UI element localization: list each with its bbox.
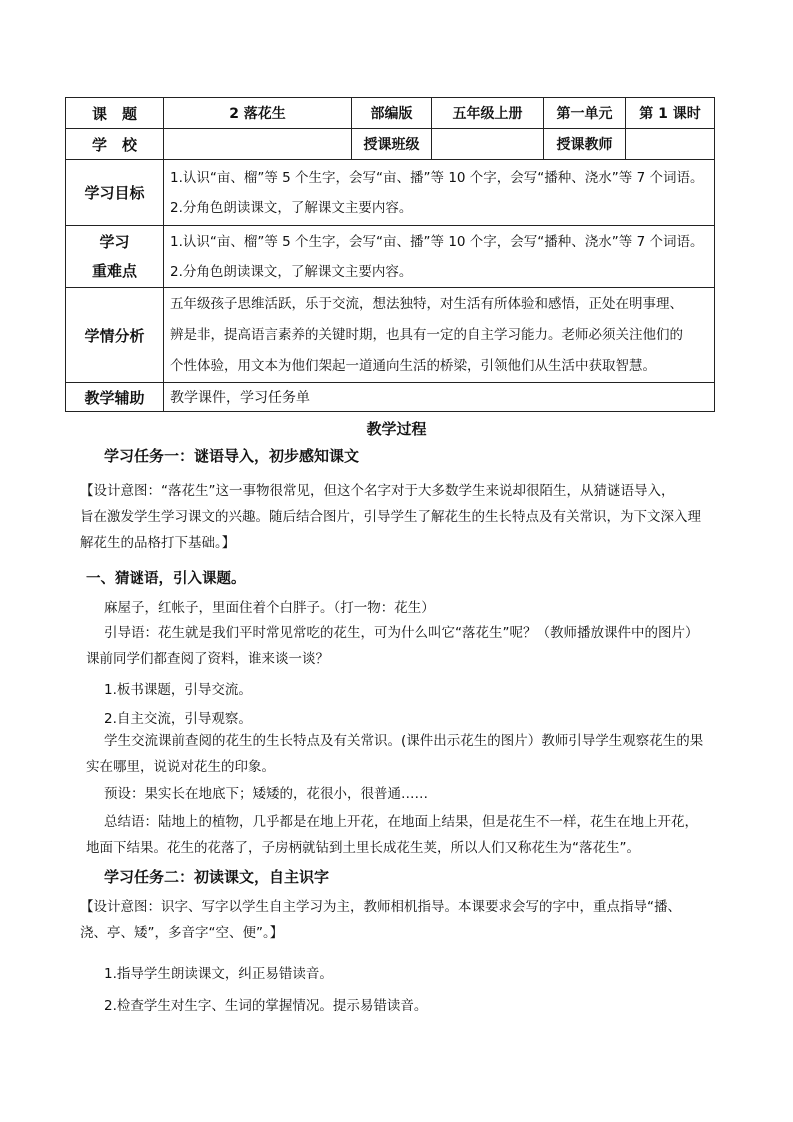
intent-line: 【设计意图：“落花生”这一事物很常见，但这个名字对于大多数学生来说却很陌生，从猜谜语导入， — [80, 483, 675, 499]
edition: 部编版 — [352, 98, 432, 129]
key-points-label-line1: 学习 — [99, 232, 130, 251]
analysis-label: 学情分析 — [66, 288, 164, 383]
preset-text: 预设：果实长在地底下；矮矮的，花很小，很普通…… — [104, 786, 428, 802]
task2-intent — [80, 894, 720, 946]
table-row-key-points — [66, 226, 715, 288]
key-points-label — [66, 226, 164, 288]
goal-line: 1.认识“亩、榴”等 5 个生字，会写“亩、播”等 10 个字，会写“播种、浇水”等 7 个词语。 — [170, 169, 704, 186]
task2-heading: 学习任务二：初读课文，自主识字 — [104, 868, 330, 886]
section-one-heading: 一、猜谜语，引入课题。 — [86, 571, 246, 587]
summary-line: 总结语：陆地上的植物，几乎都是在地上开花，在地面上结果，但是花生不一样，花生在地上开花， — [104, 814, 698, 830]
table-row-aids — [66, 383, 715, 412]
task1-intent — [80, 478, 720, 556]
step-item: 1.板书课题，引导交流。 — [104, 682, 252, 698]
lesson-info-table — [65, 97, 715, 412]
task1-heading: 学习任务一：谜语导入，初步感知课文 — [104, 447, 360, 465]
analysis-line: 个性体验，用文本为他们架起一道通向生活的桥梁，引领他们从生活中获取智慧。 — [170, 357, 656, 374]
goals-label: 学习目标 — [66, 160, 164, 226]
intent-line: 解花生的品格打下基础。】 — [80, 535, 236, 551]
class-value — [432, 129, 544, 160]
lesson-label: 课 题 — [66, 98, 164, 129]
task1-steps — [104, 676, 744, 734]
aids-label: 教学辅助 — [66, 383, 164, 412]
guide-line: 引导语：花生就是我们平时常见常吃的花生，可为什么叫它“落花生”呢？（教师播放课件中的图片） — [104, 625, 699, 641]
guide-text — [86, 620, 726, 672]
table-row-goals — [66, 160, 715, 226]
task2-steps — [104, 958, 744, 1022]
analysis-line: 辨是非，提高语言素养的关键时期，也具有一定的自主学习能力。老师必须关注他们的 — [170, 326, 683, 343]
key-point-line: 2.分角色朗读课文，了解课文主要内容。 — [170, 263, 413, 280]
key-points-content — [164, 226, 715, 288]
intent-line: 浇、亭、矮”，多音字“空、便”。】 — [80, 925, 284, 941]
guide-line: 课前同学们都查阅了资料，谁来谈一谈？ — [86, 651, 329, 667]
key-points-label-line2: 重难点 — [91, 261, 137, 280]
summary-text — [86, 809, 726, 861]
key-point-line: 1.认识“亩、榴”等 5 个生字，会写“亩、播”等 10 个字，会写“播种、浇水”等 7 个词语。 — [170, 233, 704, 250]
teacher-value — [626, 129, 715, 160]
exchange-line: 实在哪里，说说对花生的印象。 — [86, 759, 275, 775]
riddle-text: 麻屋子，红帐子，里面住着个白胖子。（打一物：花生） — [104, 600, 435, 616]
intent-line: 【设计意图：识字、写字以学生自主学习为主，教师相机指导。本课要求会写的字中，重点指导“播、 — [80, 899, 681, 915]
grade: 五年级上册 — [432, 98, 544, 129]
process-title: 教学过程 — [366, 420, 427, 438]
table-row-analysis — [66, 288, 715, 383]
step-item: 2.自主交流，引导观察。 — [104, 711, 252, 727]
aids-value: 教学课件，学习任务单 — [164, 383, 715, 412]
goals-content — [164, 160, 715, 226]
table-row-lesson — [66, 98, 715, 129]
exchange-line: 学生交流课前查阅的花生的生长特点及有关常识。(课件出示花生的图片）教师引导学生观察花生的果 — [104, 733, 704, 749]
period: 第 1 课时 — [626, 98, 715, 129]
summary-line: 地面下结果。花生的花落了，子房柄就钻到土里长成花生荚，所以人们又称花生为“落花生”。 — [86, 840, 640, 856]
school-value — [164, 129, 352, 160]
lesson-title: 2 落花生 — [164, 98, 352, 129]
unit: 第一单元 — [544, 98, 626, 129]
step-item: 2.检查学生对生字、生词的掌握情况。提示易错读音。 — [104, 998, 428, 1014]
exchange-text — [86, 728, 726, 780]
table-row-school — [66, 129, 715, 160]
analysis-line: 五年级孩子思维活跃，乐于交流，想法独特，对生活有所体验和感悟，正处在明事理、 — [170, 295, 683, 312]
class-label: 授课班级 — [352, 129, 432, 160]
step-item: 1.指导学生朗读课文，纠正易错读音。 — [104, 966, 333, 982]
school-label: 学 校 — [66, 129, 164, 160]
teacher-label: 授课教师 — [544, 129, 626, 160]
analysis-content — [164, 288, 715, 383]
goal-line: 2.分角色朗读课文，了解课文主要内容。 — [170, 199, 413, 216]
intent-line: 旨在激发学生学习课文的兴趣。随后结合图片，引导学生了解花生的生长特点及有关常识，为下文深入理 — [80, 509, 701, 525]
